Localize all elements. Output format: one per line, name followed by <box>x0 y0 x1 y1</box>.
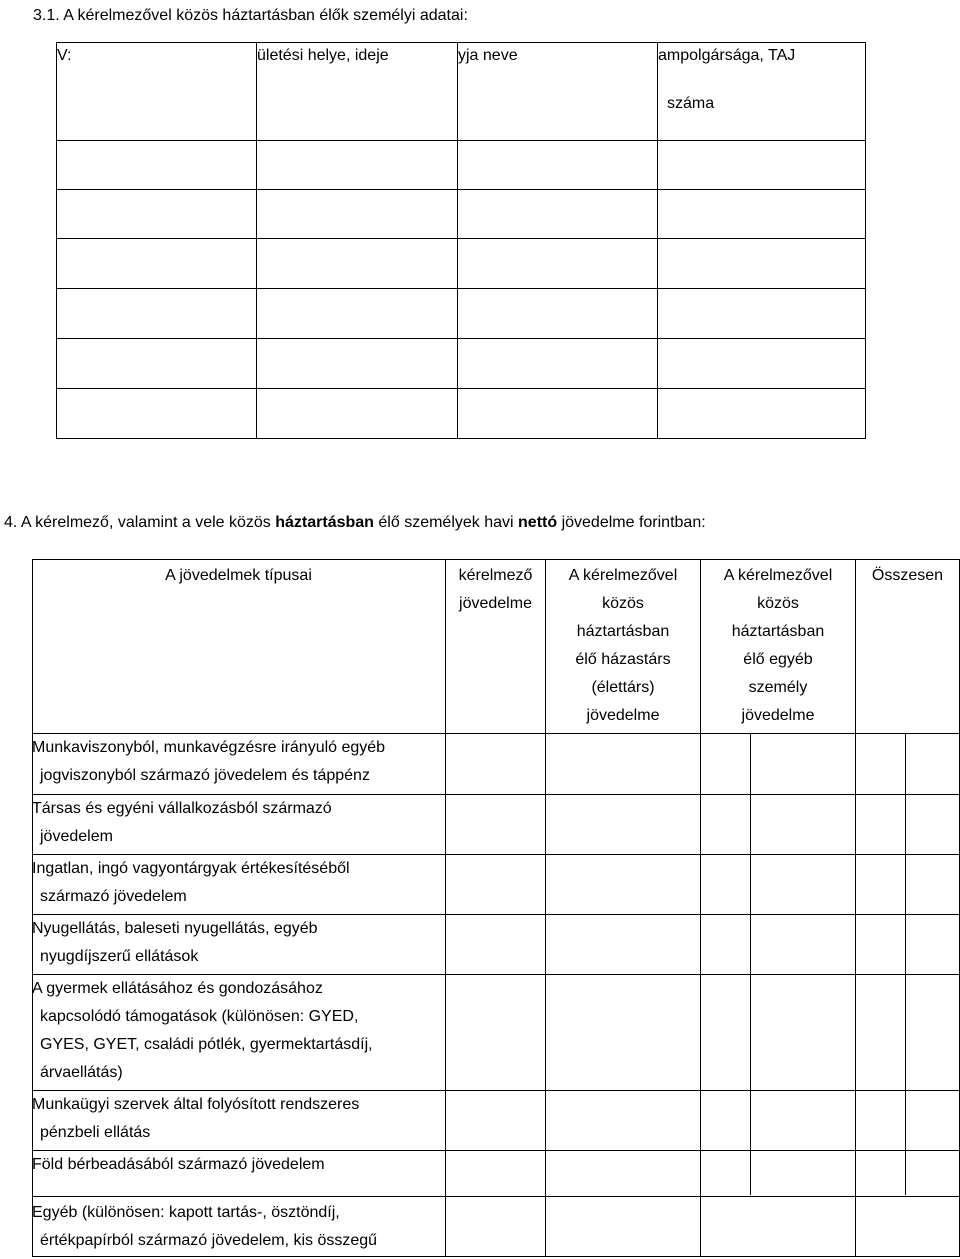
section-4-middle: élő személyek havi <box>373 514 519 531</box>
row-label-line: értékpapírból származó jövedelem, kis összegű <box>40 1232 378 1249</box>
row-label-line: árvaellátás) <box>40 1064 123 1081</box>
income-header-spouse-line: háztartásban <box>576 623 670 640</box>
income-row-employment <box>32 734 444 790</box>
row-label-line: Nyugellátás, baleseti nyugellátás, egyéb <box>32 920 318 937</box>
income-header-spouse-line: jövedelme <box>586 707 660 724</box>
row-label-line: Ingatlan, ingó vagyontárgyak értékesítéséből <box>32 860 350 877</box>
income-header-spouse-line: közös <box>602 595 644 612</box>
row-label-line: GYES, GYET, családi pótlék, gyermektartásdíj, <box>40 1036 373 1053</box>
row-label-line: kapcsolódó támogatások (különösen: GYED, <box>40 1008 359 1025</box>
row-label-line: pénzbeli ellátás <box>40 1124 151 1141</box>
income-header-applicant-line: jövedelme <box>459 595 532 612</box>
persons-header-citizenship-2: száma <box>667 95 715 112</box>
income-header-other-line: személy <box>748 679 808 696</box>
income-header-applicant-line: kérelmező <box>458 567 533 584</box>
income-header-other <box>701 562 855 730</box>
income-header-other-line: háztartásban <box>731 623 825 640</box>
row-label-line: Egyéb (különösen: kapott tartás-, ösztöndíj, <box>32 1204 340 1221</box>
section-4-bold-household: háztartásban <box>275 514 374 531</box>
income-header-applicant <box>446 562 545 618</box>
income-row-pension <box>32 915 444 971</box>
row-label-line: Föld bérbeadásából származó jövedelem <box>32 1156 325 1173</box>
income-row-child-support <box>32 975 444 1087</box>
income-header-total: Összesen <box>871 567 944 584</box>
income-row-other <box>32 1199 444 1255</box>
income-header-other-line: jövedelme <box>741 707 815 724</box>
row-label-line: Munkaviszonyból, munkavégzésre irányuló egyéb <box>32 739 386 756</box>
persons-header-mother: yja neve <box>458 47 518 64</box>
section-3-1-title: 3.1. A kérelmezővel közös háztartásban élők személyi adatai: <box>33 7 468 24</box>
income-header-other-line: élő egyéb <box>743 651 813 668</box>
persons-header-birth: ületési helye, ideje <box>257 47 389 64</box>
row-label-line: A gyermek ellátásához és gondozásához <box>32 980 323 997</box>
income-header-other-line: A kérelmezővel <box>723 567 833 584</box>
income-row-labour-office <box>32 1091 444 1147</box>
income-row-enterprise <box>32 795 444 851</box>
income-header-type: A jövedelmek típusai <box>165 567 312 584</box>
persons-header-citizenship: ampolgársága, TAJ <box>658 47 796 64</box>
row-label-line: jövedelem <box>40 828 113 845</box>
row-label-line: származó jövedelem <box>40 888 187 905</box>
row-label-line: jogviszonyból származó jövedelem és táppénz <box>40 767 370 784</box>
income-row-land-lease <box>32 1151 444 1179</box>
persons-header-name: V: <box>57 47 72 64</box>
income-row-property <box>32 855 444 911</box>
income-header-spouse-line: (élettárs) <box>591 679 655 696</box>
income-header-spouse-line: A kérelmezővel <box>568 567 678 584</box>
income-header-spouse <box>546 562 700 730</box>
income-header-other-line: közös <box>757 595 799 612</box>
row-label-line: Munkaügyi szervek által folyósított rendszeres <box>32 1096 360 1113</box>
section-4-bold-net: nettó <box>518 514 558 531</box>
section-4-suffix: jövedelme forintban: <box>557 514 706 531</box>
row-label-line: Társas és egyéni vállalkozásból származó <box>32 800 332 817</box>
section-4-title <box>4 511 706 535</box>
section-4-prefix: 4. A kérelmező, valamint a vele közös <box>4 514 276 531</box>
row-label-line: nyugdíjszerű ellátások <box>40 948 199 965</box>
income-header-spouse-line: élő házastárs <box>575 651 671 668</box>
